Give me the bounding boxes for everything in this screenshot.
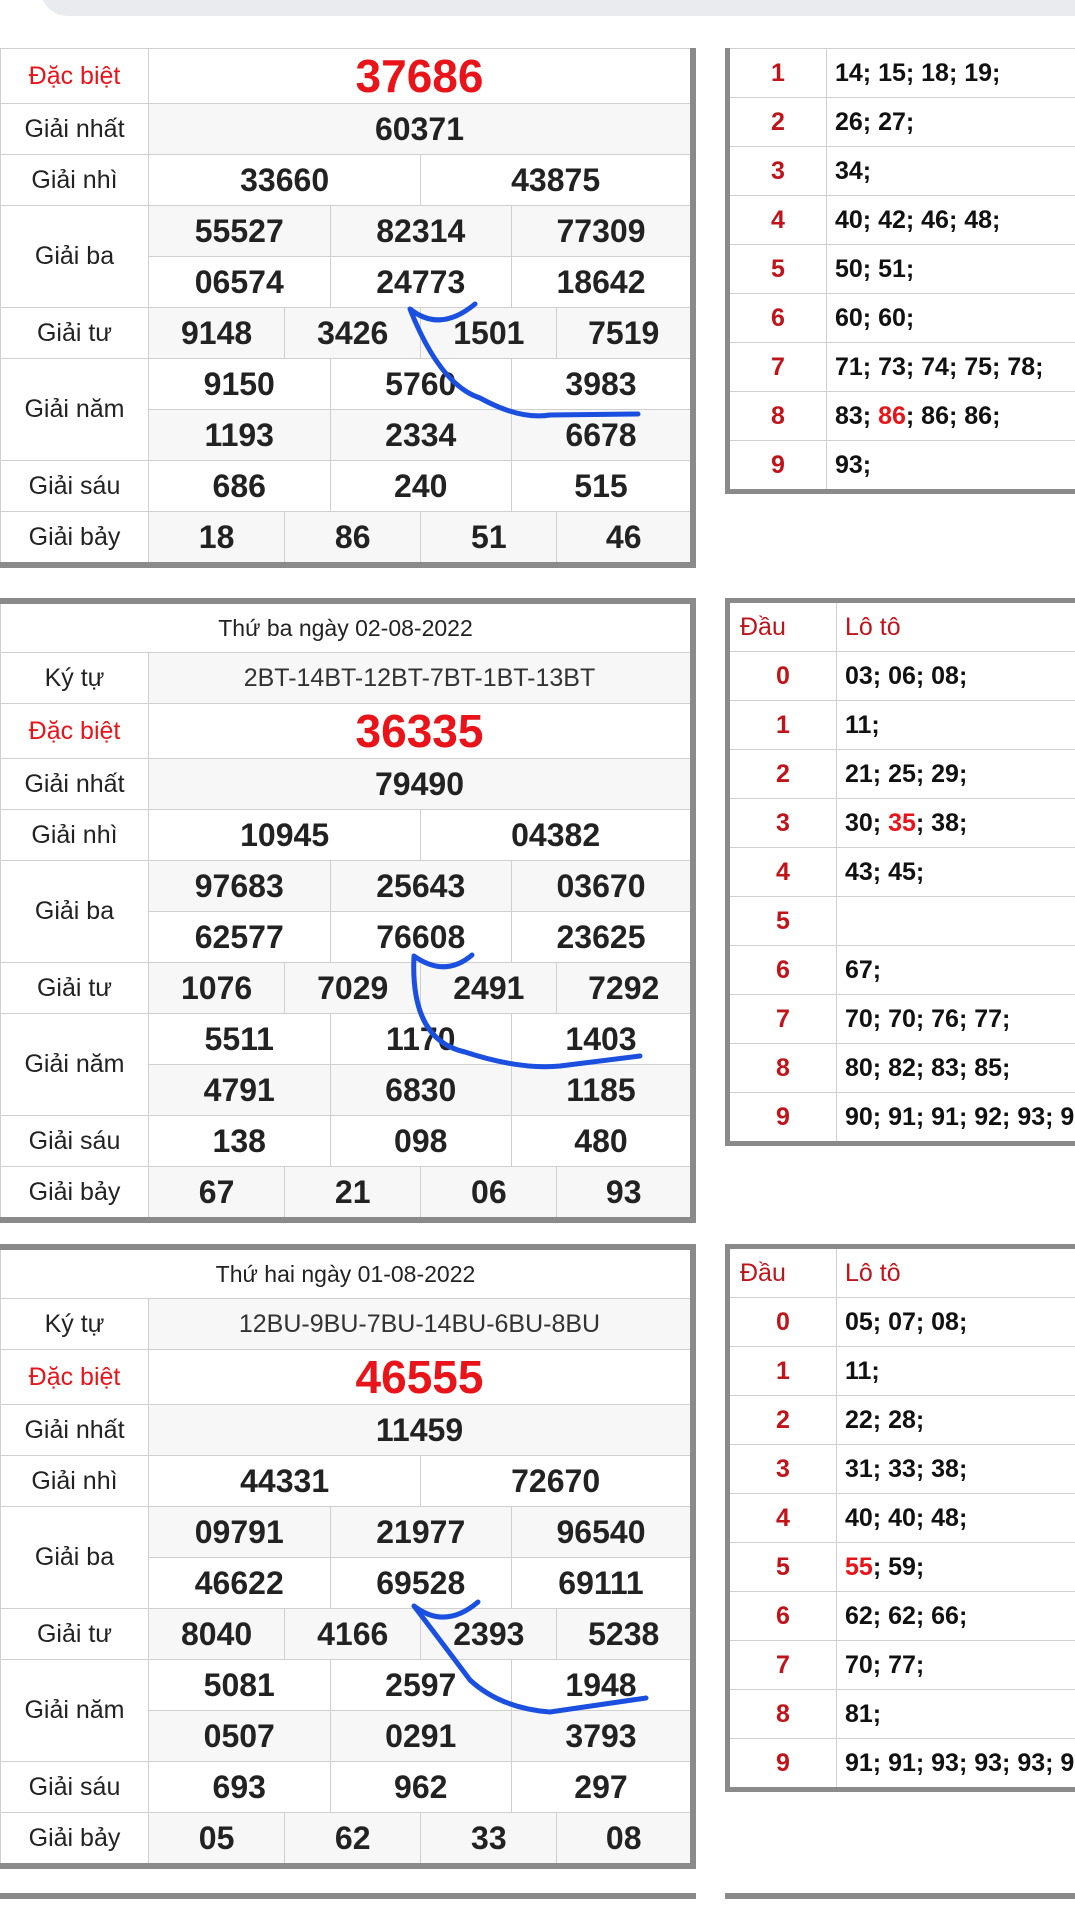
loto-row <box>728 1298 1075 1347</box>
third-prize-value: 18642 <box>512 257 694 308</box>
loto-numbers <box>837 946 1075 995</box>
loto-numbers <box>827 196 1075 245</box>
label-giai-tu: Giải tư <box>1 308 149 359</box>
loto-number-text: 11; <box>845 1357 880 1385</box>
label-ky-tu: Ký tự <box>1 1299 149 1350</box>
loto-numbers <box>837 1592 1075 1641</box>
loto-row <box>728 1494 1075 1543</box>
loto-numbers <box>837 1494 1075 1543</box>
loto-number-text: 40; 42; 46; 48; <box>835 206 1000 234</box>
seventh-prize-value: 67 <box>149 1167 285 1221</box>
prize-row <box>1 601 694 653</box>
prize-row <box>1 1456 694 1507</box>
special-prize-value: 36335 <box>149 704 694 759</box>
loto-row <box>728 1445 1075 1494</box>
loto-numbers <box>827 294 1075 343</box>
sixth-prize-value: 686 <box>149 461 331 512</box>
seventh-prize-value: 06 <box>421 1167 557 1221</box>
label-giai-bay: Giải bảy <box>1 512 149 566</box>
loto-number-text: 80; 82; 83; 85; <box>845 1054 1010 1082</box>
label-giai-nhat: Giải nhất <box>1 1405 149 1456</box>
loto-row <box>728 1347 1075 1396</box>
fifth-prize-value: 0507 <box>149 1711 331 1762</box>
loto-head-digit: 7 <box>728 995 837 1044</box>
loto-row <box>728 1641 1075 1690</box>
fifth-prize-value: 2334 <box>330 410 512 461</box>
loto-head-digit: 4 <box>728 1494 837 1543</box>
third-prize-value: 03670 <box>512 861 694 912</box>
loto-number-text: 30; <box>845 809 888 837</box>
loto-row <box>728 897 1075 946</box>
third-prize-value: 69528 <box>330 1558 512 1609</box>
loto-head-digit: 3 <box>728 799 837 848</box>
loto-numbers <box>837 750 1075 799</box>
loto-head-digit: 4 <box>728 196 827 245</box>
third-prize-value: 69111 <box>512 1558 694 1609</box>
loto-numbers <box>827 147 1075 196</box>
prize-row <box>1 1167 694 1221</box>
first-prize-value: 79490 <box>149 759 694 810</box>
loto-number-text: 70; 77; <box>845 1651 924 1679</box>
loto-head-digit: 2 <box>728 750 837 799</box>
loto-head-digit: 7 <box>728 343 827 392</box>
loto-head-digit: 0 <box>728 1298 837 1347</box>
second-prize-value: 43875 <box>421 155 693 206</box>
prize-row <box>1 1350 694 1405</box>
loto-row <box>728 49 1075 98</box>
seventh-prize-value: 93 <box>557 1167 693 1221</box>
label-giai-ba: Giải ba <box>1 1507 149 1609</box>
fourth-prize-value: 2393 <box>421 1609 557 1660</box>
loto-head-digit: 9 <box>728 441 827 492</box>
loto-head-digit: 8 <box>728 1044 837 1093</box>
loto-numbers <box>837 1739 1075 1790</box>
loto-numbers <box>837 848 1075 897</box>
prize-row <box>1 1609 694 1660</box>
loto-head-digit: 1 <box>728 49 827 98</box>
loto-row <box>728 750 1075 799</box>
loto-numbers <box>827 245 1075 294</box>
seventh-prize-value: 86 <box>285 512 421 566</box>
loto-row <box>728 799 1075 848</box>
prize-row <box>1 1813 694 1867</box>
loto-numbers <box>827 98 1075 147</box>
loto-number-text: 71; 73; 74; 75; 78; <box>835 353 1043 381</box>
fifth-prize-value: 1170 <box>330 1014 512 1065</box>
prize-table <box>0 598 696 1223</box>
sixth-prize-value: 138 <box>149 1116 331 1167</box>
third-prize-value: 96540 <box>512 1507 694 1558</box>
fifth-prize-value: 1403 <box>512 1014 694 1065</box>
fourth-prize-value: 1501 <box>421 308 557 359</box>
sixth-prize-value: 098 <box>330 1116 512 1167</box>
third-prize-value: 23625 <box>512 912 694 963</box>
seventh-prize-value: 08 <box>557 1813 693 1867</box>
loto-number-text: ; 59; <box>873 1553 924 1581</box>
loto-head-digit: 6 <box>728 294 827 343</box>
third-prize-value: 24773 <box>330 257 512 308</box>
loto-number-text: ; 86; 86; <box>906 402 1000 430</box>
prize-row <box>1 1116 694 1167</box>
loto-numbers <box>827 392 1075 441</box>
loto-numbers <box>827 343 1075 392</box>
loto-head-digit: 1 <box>728 1347 837 1396</box>
loto-header-dau: Đầu <box>728 1247 837 1298</box>
fifth-prize-value: 6830 <box>330 1065 512 1116</box>
fifth-prize-value: 1193 <box>149 410 331 461</box>
loto-row <box>728 294 1075 343</box>
loto-number-text: 93; <box>835 451 871 479</box>
loto-numbers <box>837 1044 1075 1093</box>
loto-numbers <box>837 1690 1075 1739</box>
ky-tu-value: 2BT-14BT-12BT-7BT-1BT-13BT <box>149 653 694 704</box>
prize-row <box>1 359 694 410</box>
sixth-prize-value: 515 <box>512 461 694 512</box>
third-prize-value: 55527 <box>149 206 331 257</box>
third-prize-value: 21977 <box>330 1507 512 1558</box>
prize-row <box>1 1014 694 1065</box>
loto-number-highlight: 86 <box>878 402 906 430</box>
ky-tu-value: 12BU-9BU-7BU-14BU-6BU-8BU <box>149 1299 694 1350</box>
seventh-prize-value: 21 <box>285 1167 421 1221</box>
seventh-prize-value: 62 <box>285 1813 421 1867</box>
prize-row <box>1 512 694 566</box>
draw-date: Thứ hai ngày 01-08-2022 <box>1 1247 694 1299</box>
loto-row <box>728 1543 1075 1592</box>
third-prize-value: 06574 <box>149 257 331 308</box>
fourth-prize-value: 1076 <box>149 963 285 1014</box>
label-giai-bay: Giải bảy <box>1 1167 149 1221</box>
loto-number-highlight: 35 <box>888 809 916 837</box>
loto-head-digit: 2 <box>728 1396 837 1445</box>
label-dac-biet: Đặc biệt <box>1 704 149 759</box>
label-giai-nhat: Giải nhất <box>1 104 149 155</box>
label-dac-biet: Đặc biệt <box>1 1350 149 1405</box>
loto-number-text: 14; 15; 18; 19; <box>835 59 1000 87</box>
seventh-prize-value: 51 <box>421 512 557 566</box>
loto-row <box>728 652 1075 701</box>
next-loto-table-edge <box>725 1893 1075 1915</box>
loto-table <box>725 48 1075 494</box>
sixth-prize-value: 693 <box>149 1762 331 1813</box>
loto-row <box>728 1592 1075 1641</box>
fifth-prize-value: 3793 <box>512 1711 694 1762</box>
prize-row <box>1 963 694 1014</box>
prize-row <box>1 1507 694 1558</box>
sixth-prize-value: 297 <box>512 1762 694 1813</box>
prize-row <box>1 104 694 155</box>
prize-row <box>1 861 694 912</box>
fourth-prize-value: 9148 <box>149 308 285 359</box>
special-prize-value: 37686 <box>149 49 694 104</box>
fifth-prize-value: 4791 <box>149 1065 331 1116</box>
loto-header-loto: Lô tô <box>837 1247 1075 1298</box>
prize-row <box>1 49 694 104</box>
fourth-prize-value: 2491 <box>421 963 557 1014</box>
loto-row <box>728 98 1075 147</box>
sixth-prize-value: 962 <box>330 1762 512 1813</box>
label-giai-nhat: Giải nhất <box>1 759 149 810</box>
loto-head-digit: 6 <box>728 1592 837 1641</box>
loto-number-text: 22; 28; <box>845 1406 924 1434</box>
loto-row <box>728 147 1075 196</box>
sixth-prize-value: 240 <box>330 461 512 512</box>
fifth-prize-value: 0291 <box>330 1711 512 1762</box>
loto-row <box>728 245 1075 294</box>
loto-number-text: 60; 60; <box>835 304 914 332</box>
prize-row <box>1 206 694 257</box>
loto-numbers <box>837 897 1075 946</box>
second-prize-value: 10945 <box>149 810 421 861</box>
loto-numbers <box>827 441 1075 492</box>
loto-row <box>728 701 1075 750</box>
loto-number-text: 34; <box>835 157 871 185</box>
loto-numbers <box>837 1298 1075 1347</box>
loto-number-highlight: 55 <box>845 1553 873 1581</box>
third-prize-value: 76608 <box>330 912 512 963</box>
third-prize-value: 82314 <box>330 206 512 257</box>
loto-number-text: 21; 25; 29; <box>845 760 967 788</box>
prize-row <box>1 1762 694 1813</box>
loto-number-text: 40; 40; 48; <box>845 1504 967 1532</box>
loto-head-digit: 9 <box>728 1739 837 1790</box>
prize-table <box>0 1244 696 1869</box>
loto-row <box>728 392 1075 441</box>
label-giai-tu: Giải tư <box>1 963 149 1014</box>
prize-row <box>1 653 694 704</box>
seventh-prize-value: 18 <box>149 512 285 566</box>
prize-row <box>1 308 694 359</box>
loto-row <box>728 848 1075 897</box>
prize-row <box>1 704 694 759</box>
fifth-prize-value: 1948 <box>512 1660 694 1711</box>
loto-table <box>725 1244 1075 1792</box>
fourth-prize-value: 5238 <box>557 1609 693 1660</box>
loto-head-digit: 0 <box>728 652 837 701</box>
third-prize-value: 25643 <box>330 861 512 912</box>
fifth-prize-value: 5760 <box>330 359 512 410</box>
loto-header-row <box>728 1247 1075 1298</box>
loto-head-digit: 1 <box>728 701 837 750</box>
loto-number-text: 31; 33; 38; <box>845 1455 967 1483</box>
loto-row <box>728 1044 1075 1093</box>
loto-numbers <box>837 1445 1075 1494</box>
fifth-prize-value: 2597 <box>330 1660 512 1711</box>
label-giai-sau: Giải sáu <box>1 461 149 512</box>
first-prize-value: 60371 <box>149 104 694 155</box>
third-prize-value: 77309 <box>512 206 694 257</box>
loto-head-digit: 8 <box>728 392 827 441</box>
prize-row <box>1 810 694 861</box>
label-dac-biet: Đặc biệt <box>1 49 149 104</box>
draw-date: Thứ ba ngày 02-08-2022 <box>1 601 694 653</box>
prize-row <box>1 155 694 206</box>
loto-head-digit: 3 <box>728 147 827 196</box>
loto-numbers <box>837 799 1075 848</box>
third-prize-value: 46622 <box>149 1558 331 1609</box>
prize-row <box>1 461 694 512</box>
browser-top-bar <box>40 0 1075 16</box>
loto-head-digit: 7 <box>728 1641 837 1690</box>
label-giai-ba: Giải ba <box>1 861 149 963</box>
loto-row <box>728 343 1075 392</box>
loto-head-digit: 2 <box>728 98 827 147</box>
loto-numbers <box>837 652 1075 701</box>
loto-number-text: 43; 45; <box>845 858 924 886</box>
loto-number-text: 91; 91; 93; 93; 93; 9 <box>845 1749 1074 1777</box>
loto-header-row <box>728 601 1075 652</box>
loto-number-text: 05; 07; 08; <box>845 1308 967 1336</box>
seventh-prize-value: 05 <box>149 1813 285 1867</box>
label-giai-nhi: Giải nhì <box>1 155 149 206</box>
loto-number-text: 70; 70; 76; 77; <box>845 1005 1010 1033</box>
prize-row <box>1 1299 694 1350</box>
loto-head-digit: 9 <box>728 1093 837 1144</box>
loto-number-text: 26; 27; <box>835 108 914 136</box>
fourth-prize-value: 3426 <box>285 308 421 359</box>
label-ky-tu: Ký tự <box>1 653 149 704</box>
label-giai-nam: Giải năm <box>1 359 149 461</box>
label-giai-ba: Giải ba <box>1 206 149 308</box>
loto-row <box>728 1093 1075 1144</box>
loto-head-digit: 5 <box>728 1543 837 1592</box>
label-giai-nam: Giải năm <box>1 1660 149 1762</box>
loto-number-text: 11; <box>845 711 880 739</box>
fourth-prize-value: 4166 <box>285 1609 421 1660</box>
label-giai-nhi: Giải nhì <box>1 1456 149 1507</box>
first-prize-value: 11459 <box>149 1405 694 1456</box>
label-giai-nhi: Giải nhì <box>1 810 149 861</box>
loto-row <box>728 1690 1075 1739</box>
seventh-prize-value: 46 <box>557 512 693 566</box>
next-prize-table-edge <box>0 1893 696 1915</box>
loto-header-loto: Lô tô <box>837 601 1075 652</box>
loto-row <box>728 946 1075 995</box>
loto-number-text: 83; <box>835 402 878 430</box>
loto-row <box>728 1739 1075 1790</box>
loto-number-text: 67; <box>845 956 881 984</box>
loto-number-text: ; 38; <box>916 809 967 837</box>
loto-head-digit: 8 <box>728 1690 837 1739</box>
fifth-prize-value: 5081 <box>149 1660 331 1711</box>
prize-row <box>1 759 694 810</box>
special-prize-value: 46555 <box>149 1350 694 1405</box>
fifth-prize-value: 6678 <box>512 410 694 461</box>
fourth-prize-value: 8040 <box>149 1609 285 1660</box>
second-prize-value: 04382 <box>421 810 693 861</box>
third-prize-value: 62577 <box>149 912 331 963</box>
loto-head-digit: 6 <box>728 946 837 995</box>
loto-head-digit: 5 <box>728 245 827 294</box>
loto-header-dau: Đầu <box>728 601 837 652</box>
loto-number-text: 81; <box>845 1700 881 1728</box>
second-prize-value: 72670 <box>421 1456 693 1507</box>
second-prize-value: 33660 <box>149 155 421 206</box>
loto-row <box>728 441 1075 492</box>
loto-numbers <box>837 1641 1075 1690</box>
loto-numbers <box>827 49 1075 98</box>
prize-row <box>1 1405 694 1456</box>
loto-numbers <box>837 995 1075 1044</box>
label-giai-tu: Giải tư <box>1 1609 149 1660</box>
loto-number-text: 62; 62; 66; <box>845 1602 967 1630</box>
second-prize-value: 44331 <box>149 1456 421 1507</box>
loto-row <box>728 196 1075 245</box>
loto-numbers <box>837 1093 1075 1144</box>
third-prize-value: 09791 <box>149 1507 331 1558</box>
fourth-prize-value: 7519 <box>557 308 693 359</box>
loto-number-text: 03; 06; 08; <box>845 662 967 690</box>
loto-number-text: 50; 51; <box>835 255 914 283</box>
loto-head-digit: 3 <box>728 1445 837 1494</box>
label-giai-sau: Giải sáu <box>1 1116 149 1167</box>
loto-numbers <box>837 701 1075 750</box>
loto-numbers <box>837 1543 1075 1592</box>
fourth-prize-value: 7029 <box>285 963 421 1014</box>
loto-numbers <box>837 1396 1075 1445</box>
fifth-prize-value: 5511 <box>149 1014 331 1065</box>
label-giai-nam: Giải năm <box>1 1014 149 1116</box>
seventh-prize-value: 33 <box>421 1813 557 1867</box>
third-prize-value: 97683 <box>149 861 331 912</box>
prize-row <box>1 1660 694 1711</box>
label-giai-sau: Giải sáu <box>1 1762 149 1813</box>
prize-table <box>0 48 696 568</box>
sixth-prize-value: 480 <box>512 1116 694 1167</box>
loto-number-text: 90; 91; 91; 92; 93; 9 <box>845 1103 1074 1131</box>
loto-row <box>728 1396 1075 1445</box>
loto-numbers <box>837 1347 1075 1396</box>
fifth-prize-value: 3983 <box>512 359 694 410</box>
loto-head-digit: 4 <box>728 848 837 897</box>
label-giai-bay: Giải bảy <box>1 1813 149 1867</box>
loto-row <box>728 995 1075 1044</box>
fifth-prize-value: 1185 <box>512 1065 694 1116</box>
prize-row <box>1 1247 694 1299</box>
fourth-prize-value: 7292 <box>557 963 693 1014</box>
fifth-prize-value: 9150 <box>149 359 331 410</box>
loto-head-digit: 5 <box>728 897 837 946</box>
loto-table <box>725 598 1075 1146</box>
